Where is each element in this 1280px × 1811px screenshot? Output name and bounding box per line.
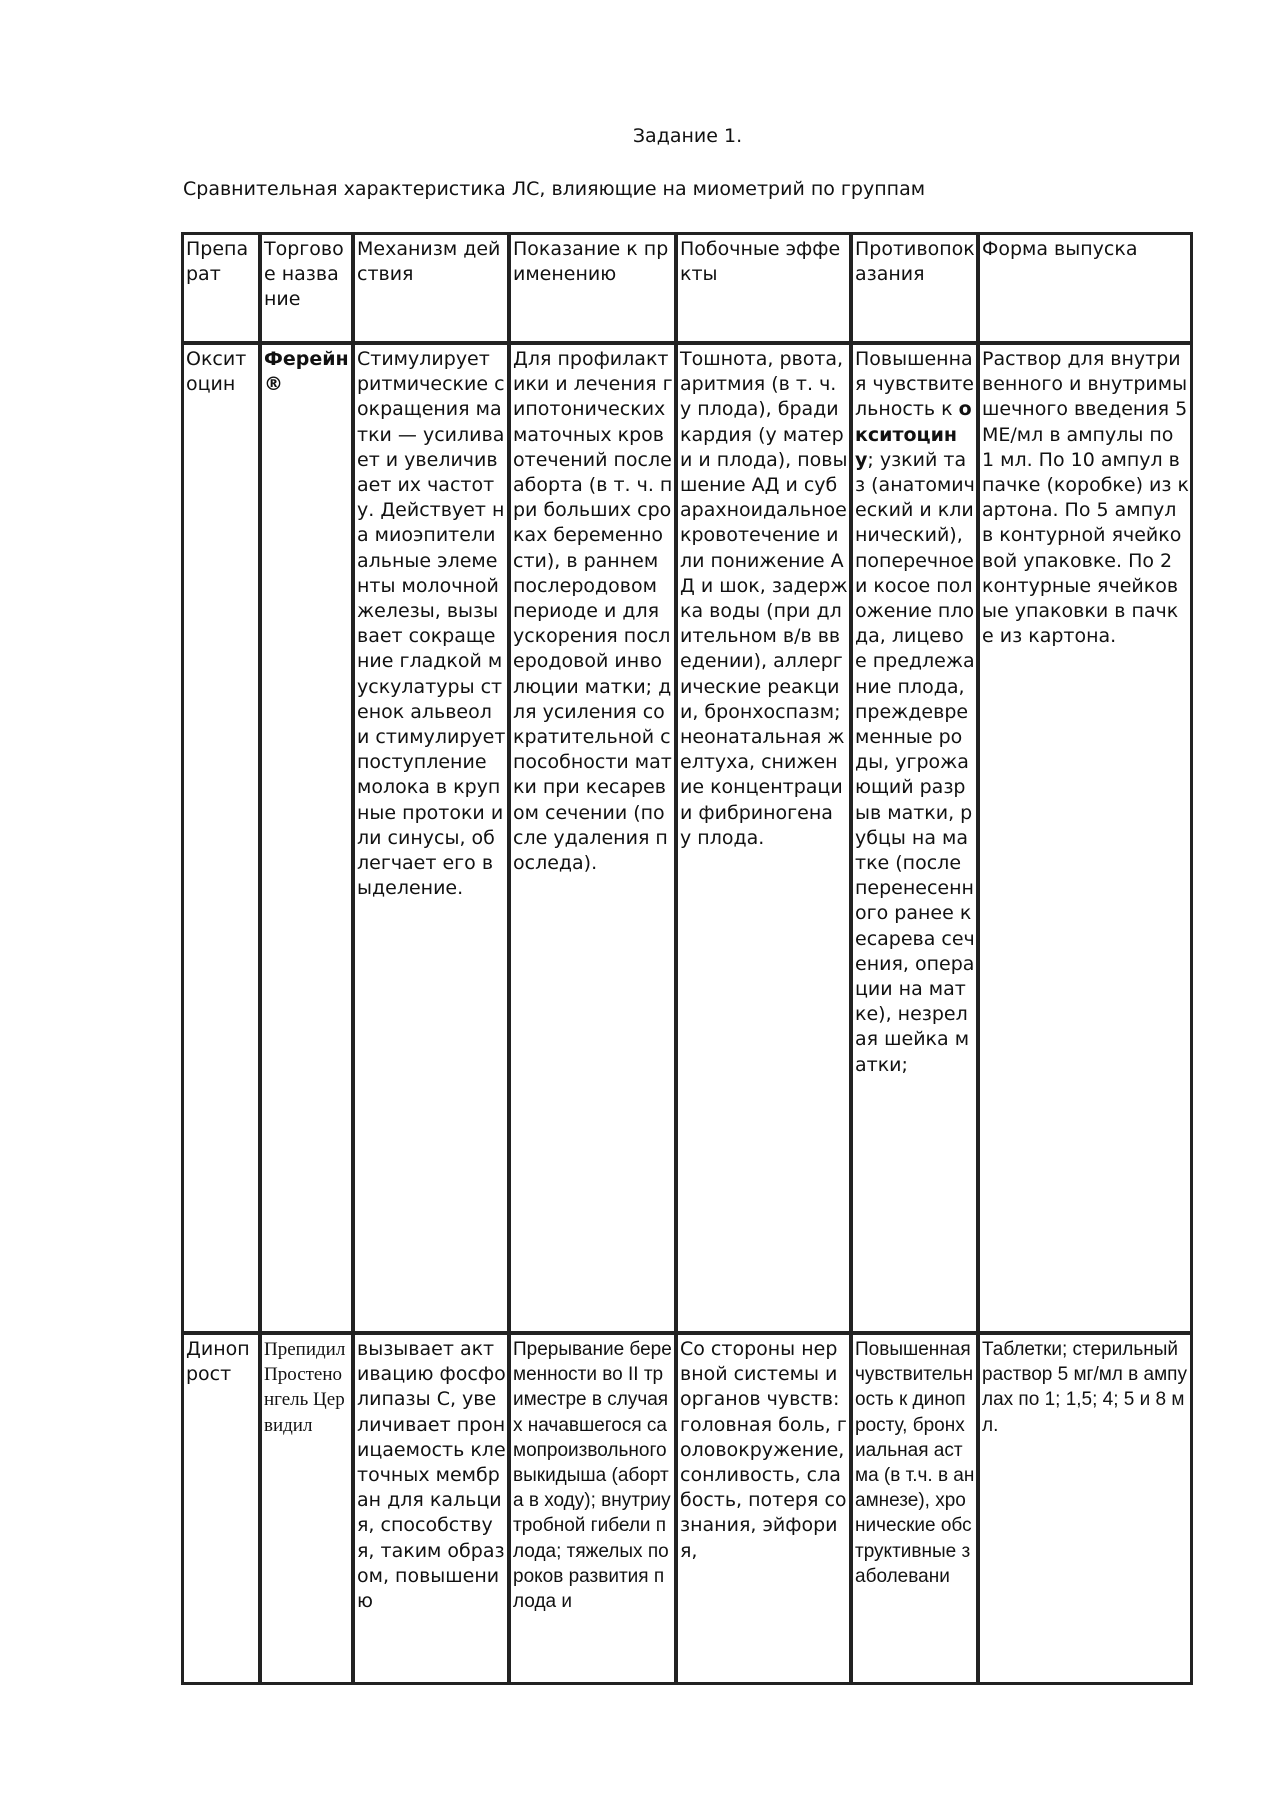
header-cell-contraindications: Противопоказания (851, 233, 978, 343)
cell-drug: Окситоцин (182, 343, 260, 1333)
header-cell-release-form: Форма выпуска (978, 233, 1192, 343)
cell-contraindications (851, 343, 978, 1333)
cell-indications: Прерывание беременности во II триместре в случаях начавшегося самопроизвольного выкидыша (аборта в ходу); внутриутробной гибели плода; тяжелых пороков развития плода и (509, 1333, 676, 1684)
cell-release-form: Таблетки; стерильный раствор 5 мг/мл в ампулах по 1; 1,5; 4; 5 и 8 мл. (978, 1333, 1192, 1684)
header-cell-side-effects: Побочные эффекты (676, 233, 851, 343)
cell-drug: Динопрост (182, 1333, 260, 1684)
header-cell-drug: Препарат (182, 233, 260, 343)
document-subtitle: Сравнительная характеристика ЛС, влияющие на миометрий по группам (183, 178, 926, 200)
trade-name-text: Ферейн® (264, 348, 349, 396)
cell-trade-name: Препидил Простенонгель Цервидил (260, 1333, 353, 1684)
cell-mechanism: вызывает активацию фосфолипазы С, увеличивает проницаемость клеточных мембран для кальция, способствуя, таким образом, повышению (353, 1333, 509, 1684)
contraindications-text: Повышенная чувствительность к (855, 348, 974, 421)
header-cell-trade-name: Торговое название (260, 233, 353, 343)
header-cell-indications: Показание к применению (509, 233, 676, 343)
table-header-row (182, 233, 1192, 343)
cell-side-effects: Со стороны нервной системы и органов чувств: головная боль, головокружение, сонливость, слабость, потеря сознания, эйфория, (676, 1333, 851, 1684)
cell-indications: Для профилактики и лечения гипотонических маточных кровотечений после аборта (в т. ч. при больших сроках беременности), в раннем послеродовом периоде и для ускорения послеродовой инволюции матки; для усиления сократительной способности матки при кесаревом сечении (после удаления последа). (509, 343, 676, 1333)
page-title: Задание 1. (632, 125, 743, 147)
cell-trade-name (260, 343, 353, 1333)
contraindications-drug-highlight: окситоцину (855, 398, 972, 471)
cell-contraindications: Повышенная чувствительность к динопросту, бронхиальная астма (в т.ч. в анамнезе), хронические обструктивные заболевани (851, 1333, 978, 1684)
header-cell-mechanism: Механизм действия (353, 233, 509, 343)
table-row (182, 1333, 1192, 1684)
table-row (182, 343, 1192, 1333)
cell-side-effects: Тошнота, рвота, аритмия (в т. ч. у плода), брадикардия (у матери и плода), повышение АД и субарахноидальное кровотечение или понижение АД и шок, задержка воды (при длительном в/в введении), аллергические реакции, бронхоспазм; неонатальная желтуха, снижение концентрации фибриногена у плода. (676, 343, 851, 1333)
cell-mechanism: Стимулирует ритмические сокращения матки — усиливает и увеличивает их частоту. Действует на миоэпителиальные элементы молочной железы, вызывает сокращение гладкой мускулатуры стенок альвеол и стимулирует поступление молока в крупные протоки или синусы, облегчает его выделение. (353, 343, 509, 1333)
comparison-table (181, 232, 1193, 1685)
contraindications-text-continued: ; узкий таз (анатомический и клинический), поперечное и косое положение плода, лицевое предлежание плода, преждевременные роды, угрожающий разрыв матки, рубцы на матке (после перенесенного ранее кесарева сечения, операции на матке), незрелая шейка матки; (855, 448, 975, 1076)
cell-release-form: Раствор для внутривенного и внутримышечного введения 5 МЕ/мл в ампулы по 1 мл. По 10 ампул в пачке (коробке) из картона. По 5 ампул в контурной ячейковой упаковке. По 2 контурные ячейковые упаковки в пачке из картона. (978, 343, 1192, 1333)
